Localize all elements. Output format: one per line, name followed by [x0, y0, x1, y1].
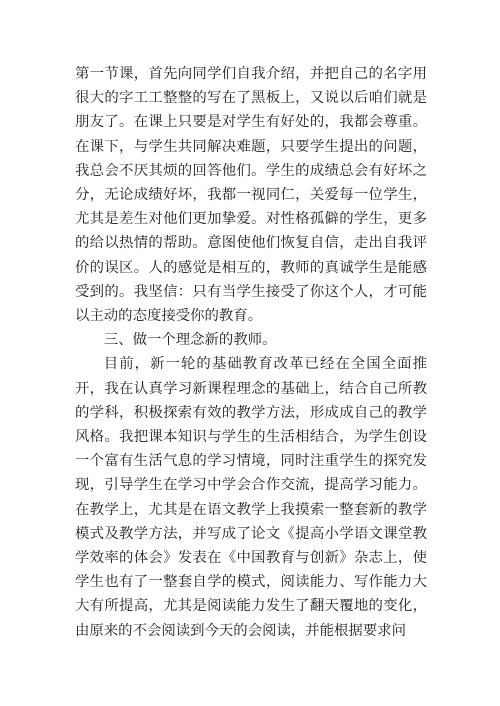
- paragraph-intro: 第一节课，首先向同学们自我介绍，并把自己的名字用很大的字工工整整的写在了黑板上，又说以后咱们就是朋友了。在课上只要是对学生有好处的，我都会尊重。在课下，与学生共同解决难题，只要学生提出的问题，我总会不厌其烦的回答他们。学生的成绩总会有好坏之分，无论成绩好坏，我都一视同仁，关爱每一位学生，尤其是差生对他们更加挚爱。对性格孤僻的学生，更多的给以热情的帮助。意图使他们恢复自信，走出自我评价的误区。人的感觉是相互的，教师的真诚学生是能感受到的。我坚信：只有当学生接受了你这个人，才可能以主动的态度接受你的教育。: [75, 66, 427, 325]
- document-body: [75, 62, 427, 643]
- section-heading: 三、做一个理念新的教师。: [103, 332, 277, 349]
- paragraph-teaching-reform: 目前，新一轮的基础教育改革已经在全国全面推开，我在认真学习新课程理念的基础上，结合自己所教的学科，积极探索有效的教学方法，形成成自己的教学风格。我把课本知识与学生的生活相结合，为学生创设一个富有生活气息的学习情境，同时注重学生的探究发现，引导学生在学习中学会合作交流，提高学习能力。在教学上，尤其是在语文教学上我摸索一整套新的教学模式及教学方法，并写成了论文《提高小学语文课堂教学效率的体会》发表在《中国教育与创新》杂志上，使学生也有了一整套自学的模式，阅读能力、写作能力大大有所提高，尤其是阅读能力发生了翻天覆地的变化，由原来的不会阅读到今天的会阅读，并能根据要求问: [75, 356, 427, 639]
